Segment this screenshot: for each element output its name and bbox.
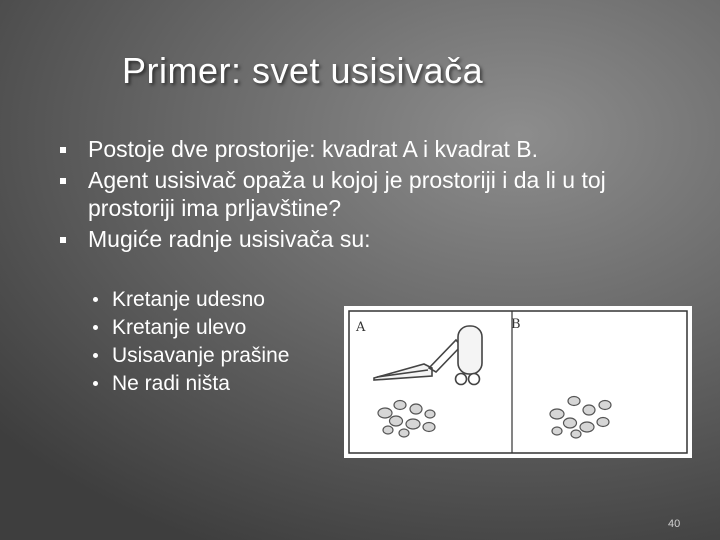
page-number: 40: [668, 518, 681, 530]
round-bullet-icon: [93, 381, 98, 386]
bullet-list: [56, 135, 696, 256]
room-b-label: B: [511, 317, 521, 332]
round-bullet-icon: [93, 297, 98, 302]
square-bullet-icon: [60, 237, 66, 243]
square-bullet-icon: [60, 147, 66, 153]
sub-bullet-text: Usisavanje prašine: [112, 344, 290, 367]
sub-bullet-text: Ne radi ništa: [112, 372, 230, 395]
bullet-text: Postoje dve prostorije: kvadrat A i kvadrat B.: [88, 136, 539, 162]
slide-title: Primer: svet usisivača: [122, 50, 484, 91]
sub-bullet-list: [92, 287, 289, 399]
square-bullet-icon: [60, 178, 66, 184]
bullet-text: Agent usisivač opaža u kojoj je prostoriji i da li u toj prostoriji ima prljavštine?: [88, 167, 606, 221]
bullet-item: [56, 225, 696, 253]
sub-bullet-item: [92, 343, 289, 369]
sub-bullet-text: Kretanje ulevo: [112, 316, 247, 339]
room-a-label: A: [356, 320, 366, 335]
sub-bullet-item: [92, 287, 289, 313]
bullet-item: [56, 166, 696, 222]
bullet-text: Mugiće radnje usisivača su:: [88, 226, 371, 252]
vacuum-world-figure: [344, 306, 692, 458]
bullet-item: [56, 135, 696, 163]
sub-bullet-item: [92, 315, 289, 341]
round-bullet-icon: [93, 353, 98, 358]
round-bullet-icon: [93, 325, 98, 330]
sub-bullet-text: Kretanje udesno: [112, 288, 265, 311]
sub-bullet-item: [92, 371, 289, 397]
